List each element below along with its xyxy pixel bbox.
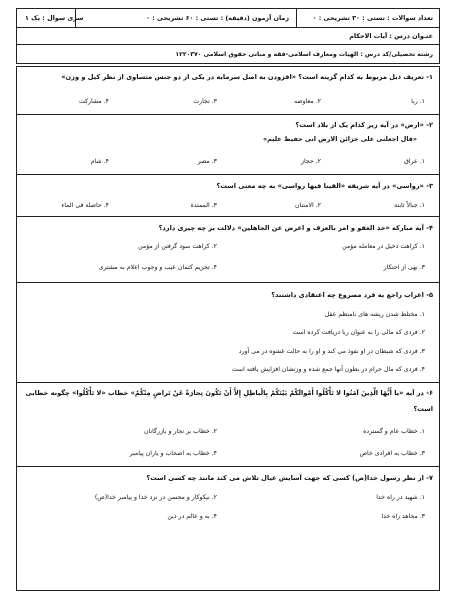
question-count: تعداد سوالات : تستی : ۳۰ تشریحی : ۰: [312, 14, 433, 22]
option-1[interactable]: ۱. جبالاً ثابتة: [394, 202, 425, 209]
question-text: ۲- «ارض» در آیه زیر کدام یک از بلاد است؟: [295, 121, 433, 129]
option-4[interactable]: ۴. تحریم کتمان عیب و وجوب اعلام به مشتری: [98, 264, 217, 271]
question-text: ۱- تعریف ذیل مربوط به کدام گزینه است؟ «افزودن به اصل سرمایه در یکی از دو جنس متساوی از نظر کیل و وزن»: [61, 73, 433, 81]
exam-header: [16, 8, 440, 64]
question-quote: «قال اجعلنی علی خزائن الارض انی حفیظ علیم»: [263, 135, 417, 143]
option-2[interactable]: ۲. خطاب بر تجار و بازرگانان: [143, 428, 217, 435]
option-4[interactable]: ۴. شام: [90, 158, 109, 165]
option-4[interactable]: ۴. فردی که مال حرام در بطون آنها جمع شده و وزنشان افزایش یافته است: [231, 366, 425, 373]
option-1[interactable]: ۱. مختلط شدن ریشه های نامنظم عقل: [324, 311, 425, 318]
option-1[interactable]: ۱. شهید در راه خدا: [376, 494, 425, 501]
question-6: [17, 383, 439, 467]
option-3[interactable]: ۳. نهی از احتکار: [383, 264, 425, 271]
option-2[interactable]: ۲. الامتنان: [295, 202, 321, 209]
option-4[interactable]: ۴. حاصلة فی الماء: [61, 202, 109, 209]
question-4: [17, 217, 439, 283]
option-2[interactable]: ۲. معاوضه: [293, 98, 321, 105]
option-2[interactable]: ۲. نیکوکار و محسن در نزد خدا و پیامبر خدا(ص): [94, 494, 217, 501]
question-5: [17, 283, 439, 383]
option-3[interactable]: ۳. الممتدة: [190, 202, 217, 209]
header-row-meta: [17, 9, 439, 28]
option-4[interactable]: ۴. خطاب به اصحاب و یاران پیامبر: [129, 450, 217, 457]
question-series: سری سوال : یک ۱: [25, 14, 84, 22]
option-3[interactable]: ۳. مجاهد راه خدا: [381, 513, 425, 520]
questions-box: [16, 66, 440, 591]
option-2[interactable]: ۲. کراهت سود گرفتن از مؤمن: [138, 243, 217, 250]
option-1[interactable]: ۱. ربا: [411, 98, 425, 105]
option-3[interactable]: ۳. خطاب به افرادی خاص: [359, 450, 425, 457]
question-3: [17, 175, 439, 217]
option-4[interactable]: ۴. مشارکت: [79, 98, 109, 105]
exam-time: زمان آزمون (دقیقه) : تستی : ۶۰ تشریحی : ۰: [146, 14, 289, 22]
question-2: [17, 115, 439, 175]
question-1: [17, 67, 439, 115]
option-1[interactable]: ۱. عراق: [404, 158, 425, 165]
option-2[interactable]: ۲. حجاز: [301, 158, 321, 165]
question-7: [17, 467, 439, 590]
header-row-course: [17, 28, 439, 45]
field-code: رشته تحصیلی/کد درس : الهیات ومعارف اسلامی-فقه و مبانی حقوق اسلامی ۱۲۲۰۳۷۰: [175, 51, 433, 58]
option-4[interactable]: ۴. به و عالم در دین: [167, 513, 217, 520]
question-text: ۴- آیه مبارکه «خذ العفو و امر بالعرف و اعرض عن الجاهلین» دلالت بر چه چیزی دارد؟: [158, 224, 433, 232]
option-1[interactable]: ۱. کراهت دخیل در معامله مؤمن: [342, 243, 425, 250]
question-text: ۶- در آیه «یا أَیُّهَا الَّذِینَ آمَنُوا لا تَأْکُلُوا أَمْوالَکُمْ بَیْنَکُمْ بِالْباطِلِ إِلاَّ أَنْ تَکُونَ تِجارَةً عَنْ تَراضٍ مِنْکُمْ» خطاب «لا تَأْکُلُوا» چگونه خطابی است؟: [25, 389, 433, 413]
course-title: عنـوان درس : آیات الاحکام: [349, 32, 433, 40]
option-3[interactable]: ۳. فردی که شیطان در او نفوذ می کند و او را به حالت غشوه در می آورد: [238, 348, 425, 355]
question-text: ۷- از نظر رسول خدا(ص) کسی که جهت آسایش عیال تلاش می کند مانند چه کسی است؟: [146, 474, 433, 482]
question-text: ۵- اعراب راجع به فرد مصروع چه اعتقادی داشتند؟: [271, 291, 433, 299]
option-1[interactable]: ۱. خطاب عام و گسترده: [363, 428, 425, 435]
question-text: ۳- «رواسی» در آیه شریفه «القینا فیها رواسی» به چه معنی است؟: [216, 182, 433, 190]
header-row-field: [17, 45, 439, 64]
option-3[interactable]: ۳. مصر: [197, 158, 217, 165]
option-2[interactable]: ۲. فردی که مالی را به عنوان ربا دریافت کرده است: [292, 329, 425, 336]
option-3[interactable]: ۳. تجارت: [193, 98, 217, 105]
